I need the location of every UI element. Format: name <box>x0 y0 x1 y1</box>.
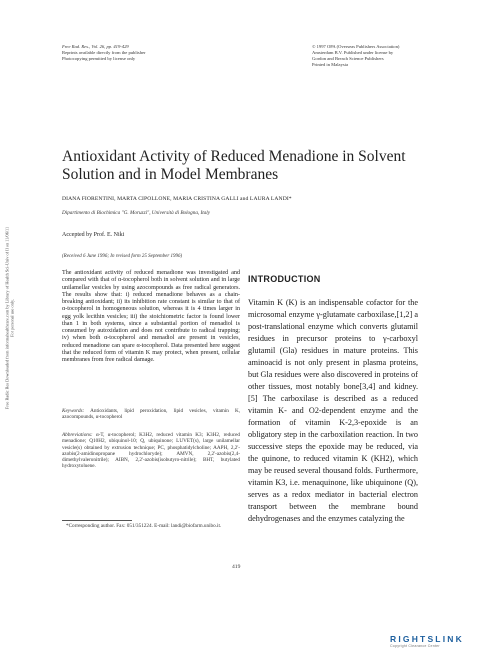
keywords-label: Keywords: <box>62 408 85 414</box>
rightslink-logo[interactable] <box>390 634 464 648</box>
abbreviations-label: Abbreviations: <box>62 432 93 438</box>
journal-citation: Free Rad. Res., Vol. 26, pp. 419-429 <box>62 44 129 49</box>
page-number: 419 <box>232 564 241 570</box>
download-stamp-line2: For personal use only. <box>10 299 15 337</box>
download-stamp <box>0 168 20 468</box>
abstract: The antioxidant activity of reduced menadione was investigated and compared with that of α-tocopherol both in solvent solution and in large unilamellar vesicles by using azocompounds as free radical generators. The results show that: i) reduced menadione behaves as a chain-breaking antioxidant; ii) its inhibition rate constant is similar to that of α-tocopherol in homogeneous solution, whereas it is 4 times larger in egg yolk lecithin vesicles; iii) the stoichiometric factor is found lower than 1 in both systems, since a substantial portion of menadiol is consumed by autoxidation and does not contribute to radical trapping; iv) when both α-tocopherol and menadiol are present in vesicles, reduced menadione can spare α-tocopherol. Data presented here suggest that the reduced form of vitamin K may protect, when present, cellular membranes from free radical damage. <box>62 270 240 363</box>
section-heading-introduction: INTRODUCTION <box>248 274 321 284</box>
rightslink-logo-subtitle: Copyright Clearance Center <box>390 644 440 648</box>
printed-line: Printed in Malaysia <box>312 62 348 67</box>
journal-header <box>62 44 232 62</box>
keywords <box>62 408 240 421</box>
publisher-header <box>312 44 452 68</box>
introduction-text: Vitamin K (K) is an indispensable cofactor for the microsomal enzyme γ-glutamate carboxilase,[1,2] a post-translational enzyme which converts glutamil residues in precursor proteins to γ-carboxyl glutamil (Gla) residues in mature proteins. This aminoacid is not only present in plasma proteins, but Gla residues were also discovered in proteins of other tissues, most notably bone[3,4] and kidney.[5] The carboxilase is described as a reduced vitamin K- and O2-dependent enzyme and the formation of vitamin K-2,3-epoxide is an obligatory step in the carboxilation reaction. In two successive steps the epoxide may be reduced, via the quinone, to reduced vitamin K (KH2), which may be reused several thousand folds. Furthermore, vitamin K3, i.e. menaquinone, like ubiquinone (Q), serves as a redox mediator in bacterial electron transport between the membrane bound dehydrogenases and the enzymes catalyzing the <box>248 298 418 523</box>
abbreviations <box>62 432 240 470</box>
corresponding-author-footnote: *Corresponding author. Fax: 051/351224. E-mail: landi@biofarm.unibo.it. <box>66 523 222 529</box>
rightslink-logo-text: RIGHTSLINK <box>390 634 464 644</box>
footnote-rule <box>62 520 132 521</box>
author-list: DIANA FIORENTINI, MARTA CIPOLLONE, MARIA CRISTINA GALLI and LAURA LANDI* <box>62 196 292 202</box>
received-dates: (Received 6 June 1996; In revised form 25 September 1996) <box>62 254 183 259</box>
photocopy-note: Photocopying permitted by license only <box>62 56 136 61</box>
publisher-line: Gordon and Breach Science Publishers <box>312 56 384 61</box>
license-line: Amsterdam B.V. Published under license by <box>312 50 394 55</box>
accepted-by: Accepted by Prof. E. Niki <box>62 232 125 238</box>
abbreviations-text: α-T, α-tocopherol; K3H2, reduced vitamin K3; K3H2, reduced menadione; Q10H2, ubiquinol-10; Q, ubiquinone; LUVET(s), large unilamellar vesicle(s) obtained by extrusion technique; PC, phosphatidylcholine; AAPH, 2,2'-azobis(2-amidinopropane hydrochloryde); AMVN, 2,2'-azobis(2,4-dimethylvaleronitrile); AIBN, 2,2'-azobis(isobutyro-nitrile); BHT, butylated hydroxytoluene. <box>62 432 240 470</box>
download-stamp-line1: Free Radic Res Downloaded from informahealthcare.com by Library of Health Sci-Univ of Il on 11/06/11 <box>4 226 10 410</box>
affiliation: Dipartimento di Biochimica "G. Moruzzi", Università di Bologna, Italy <box>62 210 211 216</box>
reprint-note: Reprints available directly from the publisher <box>62 50 146 55</box>
article-title: Antioxidant Activity of Reduced Menadione in Solvent Solution and in Model Membranes <box>62 148 406 183</box>
keywords-text: Antioxidants, lipid peroxidation, lipid vesicles, vitamin K, azocompounds, α-tocopherol <box>62 408 241 421</box>
copyright-line: © 1997 OPA (Overseas Publishers Association) <box>312 44 400 49</box>
